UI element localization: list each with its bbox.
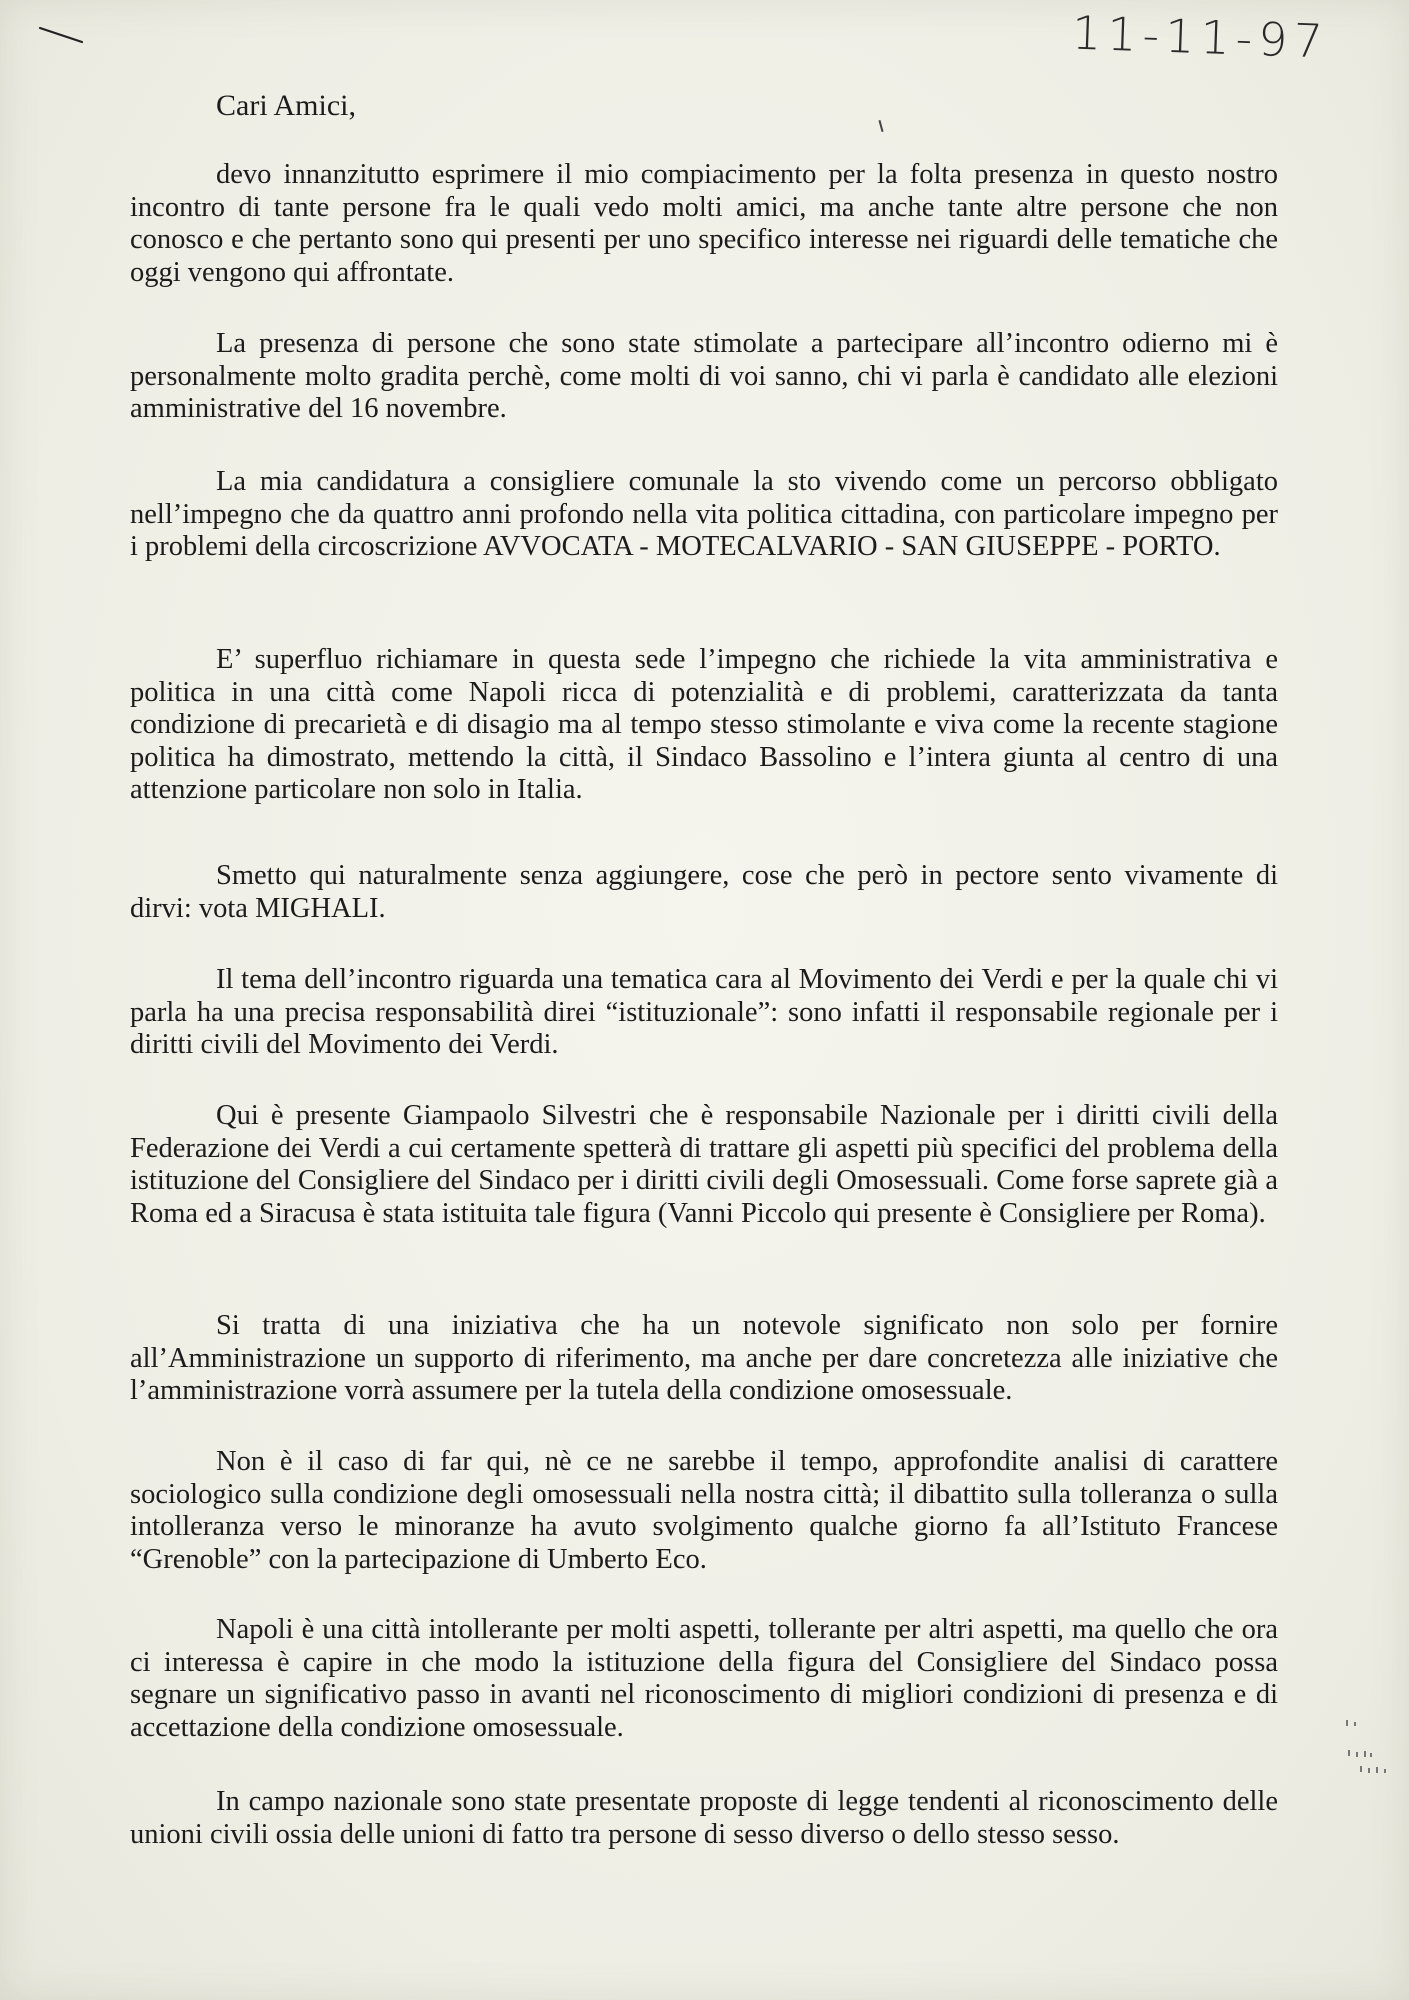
- paragraph-6: Il tema dell’incontro riguarda una tematica cara al Movimento dei Verdi e per la quale chi vi parla ha una precisa responsabilità direi “istituzionale”: sono infatti il responsabile regionale per i diritti civili del Movimento dei Verdi.: [130, 964, 1278, 1061]
- paragraph-7: Qui è presente Giampaolo Silvestri che è responsabile Nazionale per i diritti civili della Federazione dei Verdi a cui certamente spetterà di trattare gli aspetti più specifici del problema della istituzione del Consigliere del Sindaco per i diritti civili degli Omosessuali. Come forse saprete già a Roma ed a Siracusa è stata istituita tale figura (Vanni Piccolo qui presente è Consigliere per Roma).: [130, 1100, 1278, 1229]
- salutation: Cari Amici,: [216, 89, 356, 122]
- paragraph-5: Smetto qui naturalmente senza aggiungere, cose che però in pectore sento vivamente di dirvi: vota MIGHALI.: [130, 860, 1278, 924]
- paragraph-9: Non è il caso di far qui, nè ce ne sarebbe il tempo, approfondite analisi di carattere sociologico sulla condizione degli omosessuali nella nostra città; il dibattito sulla tolleranza o sulla intolleranza verso le minoranze ha avuto svolgimento qualche giorno fa all’Istituto Francese “Grenoble” con la partecipazione di Umberto Eco.: [130, 1446, 1278, 1575]
- letter-body: [130, 88, 1278, 1850]
- paragraph-1: devo innanzitutto esprimere il mio compiacimento per la folta presenza in questo nostro incontro di tante persone fra le quali vedo molti amici, ma anche tante altre persone che non conosco e che pertanto sono qui presenti per uno specifico interesse nei riguardi delle tematiche che oggi vengono qui affrontate.: [130, 159, 1278, 288]
- handwritten-date: 11-11-97: [1071, 5, 1330, 69]
- corner-pen-mark: [38, 22, 84, 46]
- paragraph-8: Si tratta di una iniziativa che ha un notevole significato non solo per fornire all’Amministrazione un supporto di riferimento, ma anche per dare concretezza alle iniziative che l’amministrazione vorrà assumere per la tutela della condizione omosessuale.: [130, 1310, 1278, 1407]
- margin-bleed-marks: [1340, 1690, 1400, 1780]
- paragraph-11: In campo nazionale sono state presentate proposte di legge tendenti al riconoscimento delle unioni civili ossia delle unioni di fatto tra persone di sesso diverso o dello stesso sesso.: [130, 1786, 1278, 1850]
- paragraph-3: La mia candidatura a consigliere comunale la sto vivendo come un percorso obbligato nell’impegno che da quattro anni profondo nella vita politica cittadina, con particolare impegno per i problemi della circoscrizione AVVOCATA - MOTECALVARIO - SAN GIUSEPPE - PORTO.: [130, 466, 1278, 563]
- paragraph-2: La presenza di persone che sono state stimolate a partecipare all’incontro odierno mi è personalmente molto gradita perchè, come molti di voi sanno, chi vi parla è candidato alle elezioni amministrative del 16 novembre.: [130, 328, 1278, 425]
- paragraph-10: Napoli è una città intollerante per molti aspetti, tollerante per altri aspetti, ma quello che ora ci interessa è capire in che modo la istituzione della figura del Consigliere del Sindaco possa segnare un significativo passo in avanti nel riconoscimento di migliori condizioni di presenza e di accettazione della condizione omosessuale.: [130, 1614, 1278, 1743]
- paragraph-4: E’ superfluo richiamare in questa sede l’impegno che richiede la vita amministrativa e politica in una città come Napoli ricca di potenzialità e di problemi, caratterizzata da tanta condizione di precarietà e di disagio ma al tempo stesso stimolante e viva come la recente stagione politica ha dimostrato, mettendo la città, il Sindaco Bassolino e l’intera giunta al centro di una attenzione particolare non solo in Italia.: [130, 644, 1278, 806]
